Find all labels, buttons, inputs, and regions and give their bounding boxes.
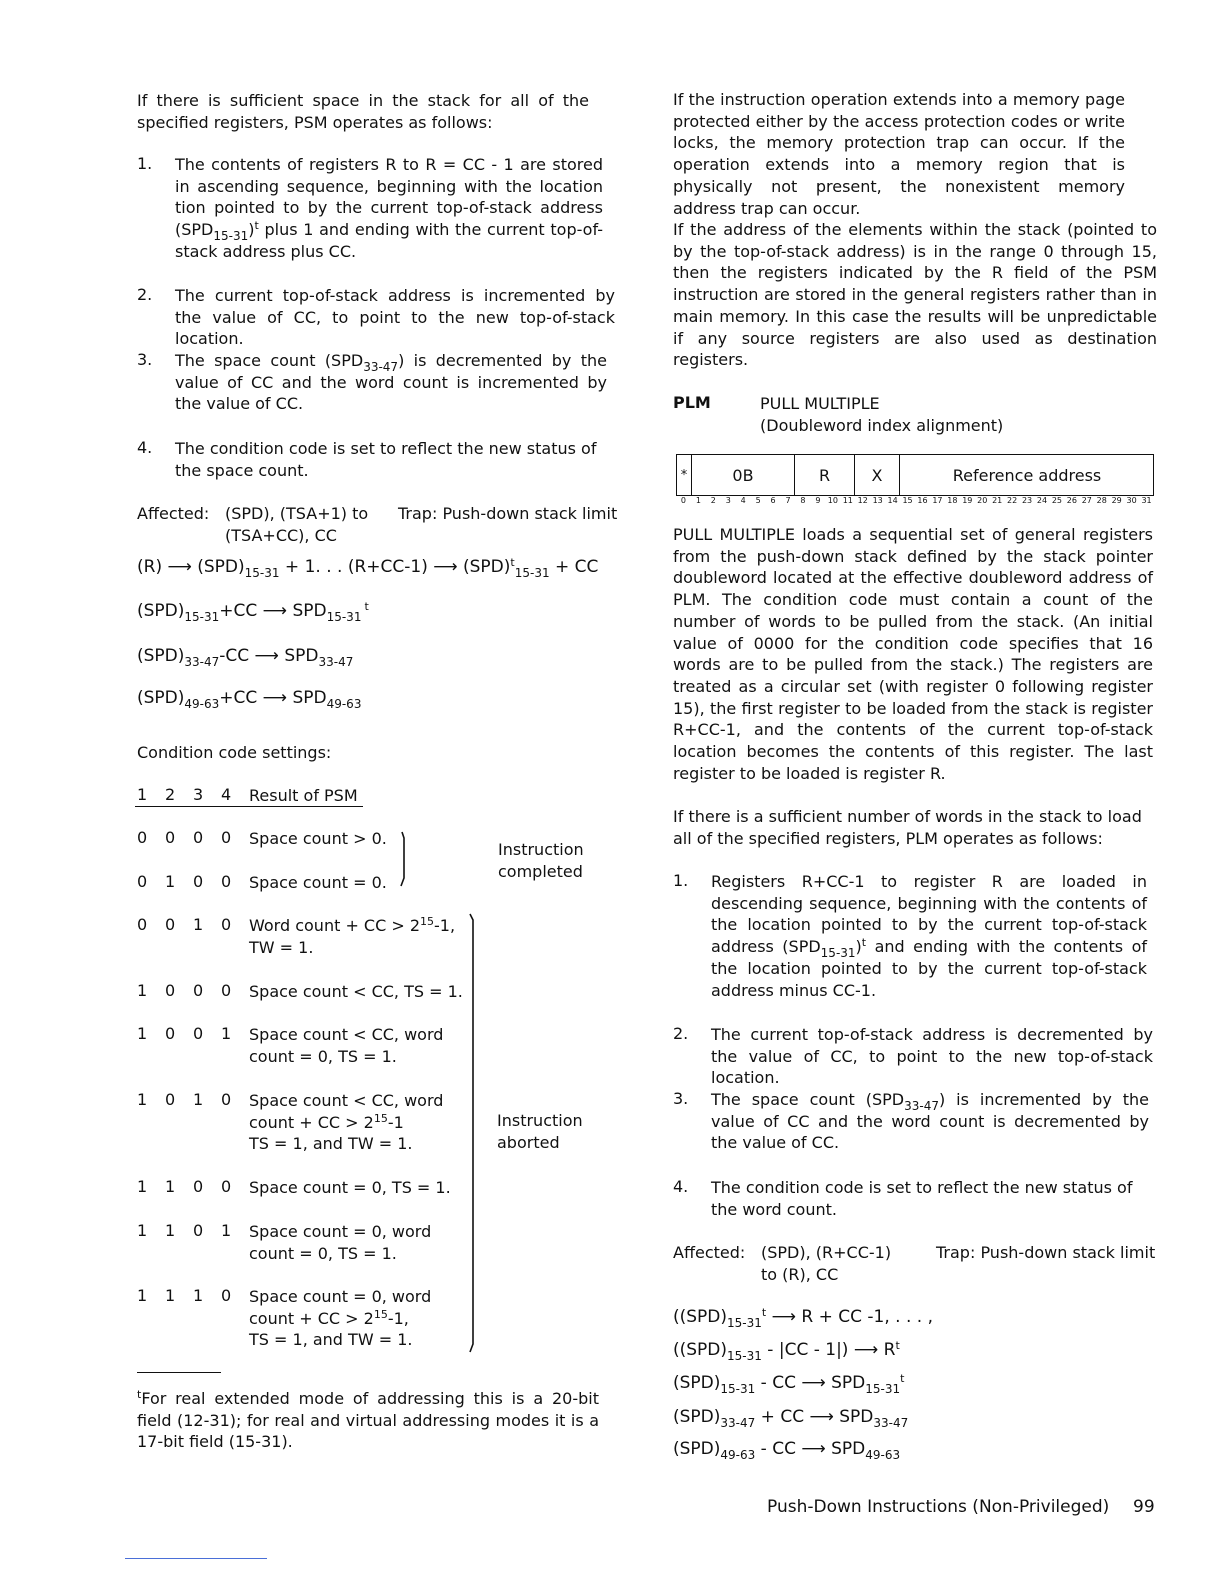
step-number: 3. (673, 1089, 689, 1108)
cc-group-brackets (395, 828, 490, 1358)
bit-number: 21 (992, 496, 1003, 505)
trap-text: Trap: Push-down stack limit (398, 504, 618, 523)
r-field: R (794, 455, 854, 495)
cc-row: 1 1 0 1 Space count = 0, word count = 0, TS = 1. (137, 1221, 432, 1263)
bit-number: 10 (827, 496, 838, 505)
opcode-field: 0B (691, 455, 794, 495)
cc-header-underline (135, 806, 363, 807)
register-range-paragraph: If the address of the elements within the stack (pointed to by the top-of-stack address) is in the range 0 through 15, then the registers indicated by the R field of the PSM instruction are stored in the general registers rather than in main memory. In this case the results will be unpredictable if any source registers are also used as destination registers. (673, 220, 1157, 370)
bit-number-scale (676, 495, 1154, 508)
bit-number: 17 (932, 496, 943, 505)
bit-number: 18 (947, 496, 958, 505)
bit-number: 26 (1066, 496, 1077, 505)
step-text: The condition code is set to reflect the new status of the word count. (711, 1178, 1133, 1219)
footnote-rule (137, 1372, 221, 1373)
cc-header-label: Result of PSM (249, 786, 358, 805)
bit-number: 2 (710, 496, 716, 505)
x-field: X (854, 455, 899, 495)
bit-number: 15 (902, 496, 913, 505)
affected-label: Affected: (137, 504, 210, 523)
cc-row: 0 0 0 0 Space count > 0. (137, 828, 387, 848)
bit-number: 27 (1081, 496, 1092, 505)
instruction-aborted-label: Instruction aborted (497, 1111, 583, 1152)
plm-equation-5: $(SPD)_{49-63}$ - CC ⟶ $SPD_{49-63}$ (673, 1439, 901, 1462)
cc-row: 1 0 1 0 Space count < CC, word count + CC > $2^{15}-1$ TS = 1, and TW = 1. (137, 1090, 444, 1154)
plm-equation-1: ($(SPD)_{15-31}^t$ ⟶ R + CC -1, . . . , (673, 1306, 934, 1330)
step-number: 1. (137, 154, 153, 173)
bit-number: 24 (1036, 496, 1048, 505)
plm-equation-2: $((SPD)_{15-31} - |CC - 1|)$ ⟶ $R^t$ (673, 1339, 900, 1363)
step-number: 2. (137, 285, 153, 304)
step-number: 1. (673, 871, 689, 890)
bit-number: 16 (917, 496, 928, 505)
footnote-text: $^t$For real extended mode of addressing this is a 20-bit field (12-31); for real and virtual addressing modes it is a 17-bit field (15-31). (137, 1388, 599, 1452)
instruction-format-box (676, 454, 1154, 496)
plm-equation-4: $(SPD)_{33-47}$ + CC ⟶ $SPD_{33-47}$ (673, 1407, 909, 1430)
plm-trap-text: Trap: Push-down stack limit (936, 1243, 1156, 1262)
step-text: The space count $(SPD_{33-47})$ is decremented by the value of CC and the word count is incremented by the value of CC. (175, 351, 607, 414)
bit-number: 12 (857, 496, 868, 505)
psm-equation-4: $(SPD)_{49-63}+CC$ ⟶ $SPD_{49-63}$ (137, 688, 362, 711)
plm-affected-label: Affected: (673, 1243, 746, 1262)
psm-equation-3: $(SPD)_{33-47}-CC$ ⟶ $SPD_{33-47}$ (137, 646, 354, 669)
page-number: 99 (1133, 1497, 1155, 1517)
bit-number: 31 (1141, 496, 1152, 505)
cc-row: 1 0 0 1 Space count < CC, word count = 0, TS = 1. (137, 1024, 444, 1066)
intro-paragraph: If there is sufficient space in the stack for all of the specified registers, PSM operates as follows: (137, 91, 589, 132)
plm-operates-paragraph: If there is a sufficient number of words in the stack to load all of the specified registers, PLM operates as follows: (673, 807, 1142, 848)
memory-protection-paragraph: If the instruction operation extends into a memory page protected either by the access protection codes or write locks, the memory protection trap can occur. If the operation extends into a memory region that is physically not present, the nonexistent memory address trap can occur. (673, 90, 1125, 218)
bit-number: 30 (1126, 496, 1137, 505)
bit-number: 28 (1096, 496, 1107, 505)
aborted-bracket (470, 914, 473, 1352)
cc-row: 1 1 1 0 Space count = 0, word count + CC > $2^{15}-1$, TS = 1, and TW = 1. (137, 1286, 432, 1350)
bit-number: 25 (1051, 496, 1062, 505)
step-number: 2. (673, 1024, 689, 1043)
bit-number: 7 (785, 496, 791, 505)
bit-number: 8 (800, 496, 806, 505)
step-number: 4. (673, 1177, 689, 1196)
bit-number: 29 (1111, 496, 1122, 505)
step-text: The current top-of-stack address is decremented by the value of CC, to point to the new top-of-stack location. (711, 1025, 1153, 1088)
cc-row: 0 0 1 0 Word count + CC > $2^{15}-1$, TW = 1. (137, 915, 456, 957)
step-text: Registers R+CC-1 to register R are loaded in descending sequence, beginning with the contents of the location pointed to by the current top-of-stack address $(SPD_{15-31})^t$ and ending with the contents of the location pointed to by the current top-of-stack address minus CC-1. (711, 872, 1147, 1000)
plm-title: PULL MULTIPLE (Doubleword index alignment) (760, 394, 1004, 435)
bit-number: 0 (680, 496, 687, 505)
step-number: 4. (137, 438, 153, 457)
reference-address-field: Reference address (899, 455, 1154, 495)
bit-number: 9 (815, 496, 821, 505)
step-number: 3. (137, 350, 153, 369)
bit-number: 22 (1007, 496, 1018, 505)
indirect-field: * (680, 467, 688, 483)
bit-number: 4 (740, 496, 746, 505)
step-text: The condition code is set to reflect the new status of the space count. (175, 439, 597, 480)
plm-affected-line-2: to (R), CC (761, 1265, 839, 1284)
step-text: The space count $(SPD_{33-47})$ is incremented by the value of CC and the word count is decremented by the value of CC. (711, 1090, 1150, 1153)
bit-number: 5 (755, 496, 761, 505)
instruction-completed-label: Instruction completed (498, 840, 584, 881)
cc-table-header: 1 2 3 4 Result of PSM (137, 785, 617, 809)
bit-number: 20 (977, 496, 988, 505)
plm-affected-line-1: (SPD), (R+CC-1) (761, 1243, 892, 1262)
scan-edge-line (125, 1558, 267, 1559)
bit-number: 6 (770, 496, 776, 505)
bit-number: 13 (872, 496, 883, 505)
plm-mnemonic: PLM (673, 393, 711, 412)
step-text: The contents of registers R to R = CC - 1 are stored in ascending sequence, beginning with the location tion pointed to by the current top-of-stack address $(SPD_{15-31})^t$ plus 1 and ending with the current top-of-stack address plus CC. (175, 155, 603, 261)
bit-number: 19 (962, 496, 973, 505)
plm-description-paragraph: PULL MULTIPLE loads a sequential set of general registers from the push-down stack defined by the stack pointer doubleword located at the effective doubleword address of PLM. The condition code must contain a count of the number of words to be pulled from the stack. (An initial value of 0000 for the condition code specifies that 16 words are to be pulled from the stack.) The registers are treated as a circular set (with register 0 following register 15), the first register to be loaded from the stack is register R+CC-1, and the contents of the current top-of-stack location becomes the contents of this register. The last register to be loaded is register R. (673, 525, 1153, 783)
step-text: The current top-of-stack address is incremented by the value of CC, to point to the new top-of-stack location. (175, 286, 615, 349)
cc-settings-title: Condition code settings: (137, 743, 332, 762)
cc-row: 1 0 0 0 Space count < CC, TS = 1. (137, 981, 463, 1001)
completed-bracket (401, 832, 404, 886)
bit-number: 11 (842, 496, 853, 505)
bit-number: 14 (887, 496, 898, 505)
affected-line-1: (SPD), (TSA+1) to (225, 504, 369, 523)
bit-number: 1 (695, 496, 701, 505)
cc-row: 0 1 0 0 Space count = 0. (137, 872, 387, 892)
affected-line-2: (TSA+CC), CC (225, 526, 337, 545)
cc-row: 1 1 0 0 Space count = 0, TS = 1. (137, 1177, 451, 1197)
bit-number: 3 (725, 496, 731, 505)
bit-number: 23 (1021, 496, 1033, 505)
psm-equation-1: (R) ⟶ $(SPD)_{15-31} + 1$. . . (R+CC-1) ⟶ (SPD)$^t_{15-31}$ + CC (137, 556, 599, 580)
plm-equation-3: $(SPD)_{15-31}$ - CC ⟶ $SPD_{15-31}^t$ (673, 1372, 905, 1396)
footer-section-title: Push-Down Instructions (Non-Privileged) (767, 1497, 1110, 1517)
psm-equation-2: $(SPD)_{15-31}+CC$ ⟶ $SPD_{15-31}^t$ (137, 600, 369, 624)
